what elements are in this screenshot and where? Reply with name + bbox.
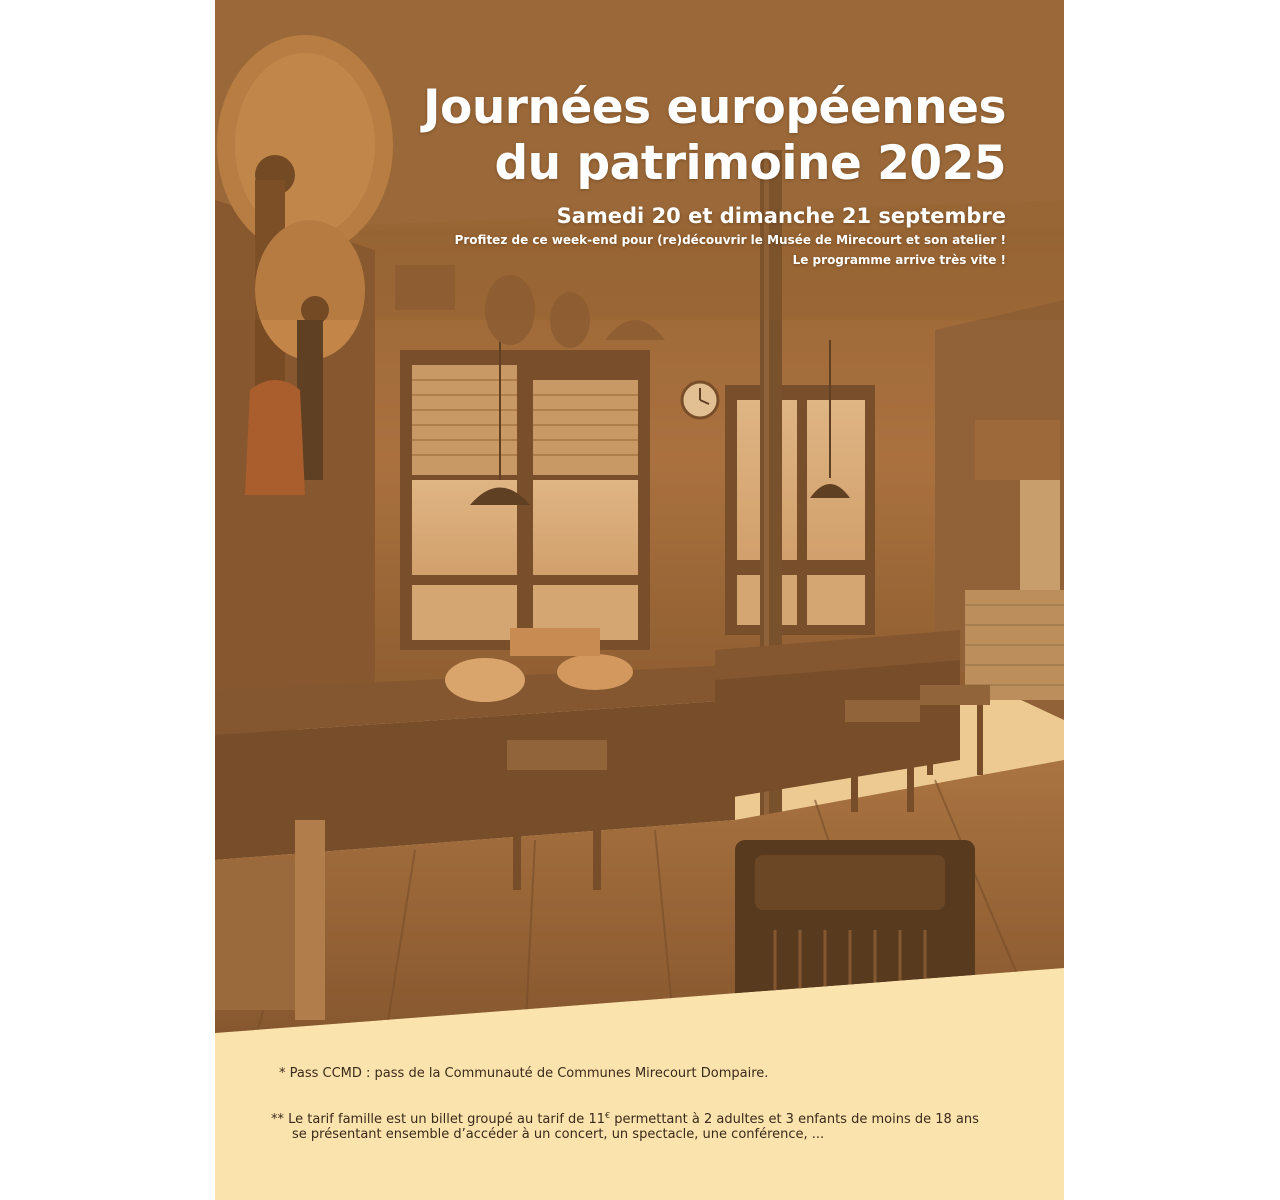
title-line-1: Journées européennes bbox=[423, 80, 1006, 135]
poster bbox=[215, 0, 1064, 1200]
title-line-2: du patrimoine 2025 bbox=[494, 136, 1006, 191]
event-dates: Samedi 20 et dimanche 21 septembre bbox=[556, 204, 1006, 228]
tagline-2: Le programme arrive très vite ! bbox=[792, 253, 1006, 267]
footnote-family-rate-prefix: ** Le tarif famille est un billet groupé au tarif de 11 bbox=[271, 1112, 605, 1127]
currency-symbol: € bbox=[604, 1111, 611, 1120]
tagline-1: Profitez de ce week-end pour (re)découvrir le Musée de Mirecourt et son atelier ! bbox=[454, 233, 1006, 247]
footnote-family-rate-suffix: permettant à 2 adultes et 3 enfants de moins de 18 ans bbox=[610, 1112, 979, 1127]
poster-header bbox=[423, 80, 1006, 270]
footnote-family-rate-line2: se présentant ensemble d’accéder à un concert, un spectacle, une conférence, ... bbox=[292, 1127, 825, 1142]
footnote-pass-ccmd: * Pass CCMD : pass de la Communauté de Communes Mirecourt Dompaire. bbox=[279, 1066, 769, 1081]
